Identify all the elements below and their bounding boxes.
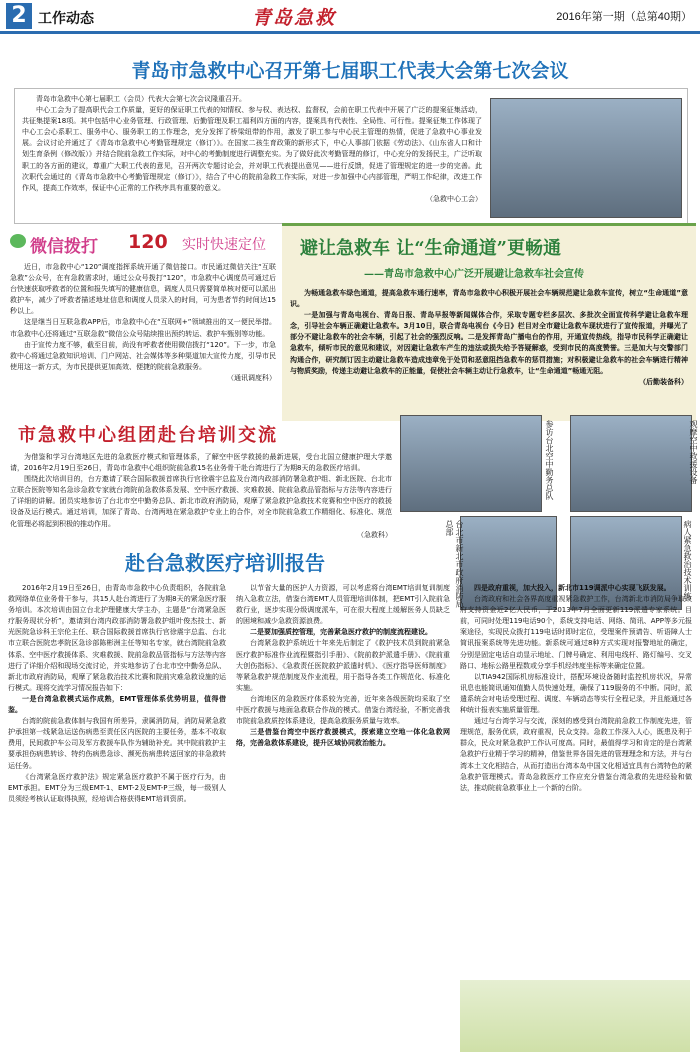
article5-col1 bbox=[8, 583, 226, 1053]
article4-p1: 为借鉴和学习台湾地区先进的急救医疗模式和管理体系，了解空中医学救援的最新进展，受台北国立健康护理大学邀请，2016年2月19日至26日，青岛市急救中心组织院前急救15名业务骨干赴台湾进行了为期8天的急救医疗培训。 bbox=[10, 453, 392, 473]
article3-p2: 一是加强与青岛电视台、青岛日报、青岛早报等新闻媒体合作，采取专题专栏多层次、多批次全面宣传科学避让急救车理念，引导社会车辆正确避让急救车。3月10日，联合青岛电视台《今日》栏目对全市避让急救车现状进行了宣传报道，并曝光了部分不避让急救车的社会车辆，引起了社会的强烈反响。二是发挥青岛广播电台的作用，开通宣传热线，指导市民科学正确避让急救车，倾听市民的意见和建议，对因避让急救车产生的违法或损失给予答疑解惑，受到市民的高度赞誉。三是加大与交警部门沟通合作，研究制订因主动避让急救车造成违章免于处罚和恶意阻挡急救车的惩罚措施；对积极避让急救车的社会车辆进行精神与物质奖励，传递主动避让急救车的正能量，促使社会车辆主动让行急救车，让“生命通道”畅通无阻。 bbox=[290, 311, 688, 375]
article2-p2: 这是继当日互联急救APP后，市急救中心在“互联网+”领域推出的又一便民举措。市急救中心还将通过“互联急救”微信公众号陆续推出预约转运、救护车甄别等功能。 bbox=[10, 318, 276, 338]
article4-body bbox=[10, 452, 392, 541]
article2-title-b: 120 bbox=[128, 231, 168, 253]
article3-credit: （后勤装备科） bbox=[639, 377, 688, 386]
article1-body bbox=[22, 94, 482, 205]
article1-credit: （急救中心工会） bbox=[426, 194, 482, 203]
article3-p1: 为畅通急救车绿色通道，提高急救车通行速率，青岛市急救中心积极开展社会车辆规范避让急救车宣传，树立“生命通道”意识。 bbox=[290, 289, 688, 309]
article2-body bbox=[10, 262, 276, 384]
article5-title: 赴台急救医疗培训报告 bbox=[125, 551, 325, 575]
article5-col3-p4: 通过与台湾学习与交流，深刻的感受到台湾院前急救工作制度先进，管理规范，服务优质，政府重视，民众支持。急救工作深入人心，既患及利于群众，民众对紧急救护工作认可度高。同时，最值得学习和肯定的是台湾紧急救护行业精于学习的精神，借鉴世界各国先进的管理理念和方法，并与台湾本土文化相结合，从而打造出台湾本岛中国文化相适宜具有台湾特色的紧急救护管理模式。青岛急救医疗工作应充分借鉴台湾急救的先进经验和做法，推动院前急救事业上一个新的台阶。 bbox=[460, 717, 692, 792]
decorative-trees-illustration bbox=[460, 980, 690, 1052]
caption-equipment: 观摩空中救援设备 bbox=[689, 420, 698, 484]
article2-p3: 由于宣传力度不够，截至目前，尚没有呼救者使用微信拨打“120”。下一步，市急救中心将通过急救知识培训、门户网站、社会媒体等多种渠道加大宣传力度，引导市民使用这一新方式，为市民提供更加高效、便捷的院前急救服务。 bbox=[10, 340, 276, 371]
article3-subtitle: ——青岛市急救中心广泛开展避让急救车社会宣传 bbox=[364, 269, 584, 280]
section-title: 工作动态 bbox=[38, 11, 94, 27]
page-number: 2 bbox=[6, 3, 32, 29]
article3-body bbox=[290, 288, 688, 388]
article1-lead: 青岛市急救中心第七届职工（会员）代表大会第七次会议隆重召开。 bbox=[36, 95, 246, 103]
article5-col1-p4: 《台湾紧急医疗救护法》规定紧急医疗救护不属于医疗行为，由EMT承担。EMT分为三级EMT-1、EMT-2及EMT-P三级，每一级别人员须经考核认证取得执照，经培训合格获得EMT培训资质。 bbox=[8, 772, 226, 803]
photo-equipment bbox=[570, 415, 692, 512]
article3-title: 避让急救车 让“生命通道”更畅通 bbox=[300, 238, 561, 259]
article5-col3-p2: 台湾政府和社会各界高度重视紧急救护工作，台湾新北市消防局争取政府支持资金近2亿人民币，于2013年7月全面更新119派遣专家系统。目前，可同时处理119电话90个，系统支持电话、网络、简讯、APP等多元报案途径，实现民众拨打119电话时即时定位，受理案件预请告、听语障人士简讯报案系统等先进功能。新系统可通过8种方式实现对报警地址的确定，分别是固定电话自动显示地址、门牌号确定、利用电线杆、路灯编号、交叉路口、地标公路里程数或分享手机经纬度坐标等来确定位置。 bbox=[460, 595, 692, 670]
article2-title-c: 实时快速定位 bbox=[182, 237, 266, 253]
article5-col2-p1: 以节省大量的医护人力资源，可以考虑将台湾EMT培训复训制度纳入急救立法，借鉴台湾EMT人员管理培训体制，把EMT引入院前急救行业，逐步实现分级调度派车，可在很大程度上缓解医务人员缺乏的困境和减少急救资源浪费。 bbox=[236, 584, 450, 626]
caption-training: 病人紧急救治技术训练 bbox=[683, 520, 692, 600]
article5-col2 bbox=[236, 583, 450, 1053]
article1-text: 中心工会为了提高职代会工作质量，更好的保证职工代表的知情权、参与权、表达权、监督权，会前在职工代表中开展了广泛的提案征集活动，共征集提案18项。其中包括中心业务管理、行政管理、后勤管理及职工福利四方面的内容，提案具有代表性、全局性、可行性。提案征集工作体现了中心工会心系职工、服务中心、服务职工的工作理念，充分发挥了桥梁纽带的作用，激发了职工参与中心民主管理的热情，促进了急救中心事业发展。会议讨论并通过了《青岛市急救中心考勤管理规定（修订）》。在国家二孩生育政策的新形式下，中心人事部门依据《劳动法》、《山东省人口和计划生育条例（修改版）》并结合院前急救工作实际，对中心的考勤制度进行调整充实。为了做好此次考勤管理的修订，中心充分的发扬民主，广泛听取职工的各方面的建议，尊重广大职工代表的意见，召开两次专题讨论会，并对职工代表提出意见——进行反馈，促进了管理规定的进一步的完善。此次职代会通过的《青岛市急救中心考勤管理规定（修订）》，结合了中心的院前急救工作实际，对进一步加强中心内部管理，严明工作纪律，改进工作作风，提高工作效率，保证中心正常的工作秩序具有重要的意义。 bbox=[22, 106, 482, 192]
article5-col1-p1: 2016年2月19日至26日，由青岛市急救中心负责组织，各院前急救网络单位业务骨干参与，共15人赴台湾进行了为期8天的紧急医疗服务培训。本次培训由国立台北护理健康大学主办，主题是“台湾紧急医疗服务现状分析”，邀请到台湾内政部消防署急救护组叶俊杰技士、新光医院急诊科王宗伦主任、联合国际救援首席执行官徐震宇总监、台北市立联合医院忠孝院区急诊部陈彬洲主任等知名专家，就台湾院前急救体系、空中医疗救援体系、灾难救援、院前急救品管指标与方法等内容进行了详细介绍和现场交流讨论，并实地参访了台北市空中勤务总队、新北市政府消防局，观摩了紧急救治技术比赛和院前灾难急救设施的运行模式。现将交流学习情况报告如下： bbox=[8, 584, 226, 692]
article4-title: 市急救中心组团赴台培训交流 bbox=[18, 425, 278, 446]
header-rule bbox=[0, 31, 700, 34]
article1-title: 青岛市急救中心召开第七届职工代表大会第七次会议 bbox=[131, 60, 569, 82]
article5-col3-p3: 以TIA942国际机房标准设计，搭配环境设备随时监控机房状况，异常讯息也能简讯通知值勤人员快速处理，确保了119服务的不中断。同时，派遣系统会对电话受理过程、调度、车辆动态等实行全程记录，并且能通过各种统计报表实施质量管理。 bbox=[460, 672, 692, 715]
article5-col1-p2: 一是台湾急救模式运作成熟，EMT管理体系优势明显，值得借鉴。 bbox=[8, 694, 226, 715]
article2-title-a: 微信拨打 bbox=[30, 237, 98, 257]
photo-air-service bbox=[400, 415, 542, 512]
article4-p2: 围绕此次培训目的，台方邀请了联合国际救援首席执行官徐震宇总监及台湾内政部消防署急救护组、新北医院、台北市立联合医院等知名急诊急救专家就台湾院前急救体系发展、空中医疗救援、灾难救援、院前急救品管指标与方法等内容进行了详细的讲解。团员实地参访了台北市空中勤务总队、新北市政府消防局，观摩了紧急救护急救技术竞赛和空中医疗的救援设备及运行模式。通过培训，加深了青岛、台湾两地在紧急救护专业上的合作，对全市院前急救工作精细化、标准化、规范化管理必将起到积极的推动作用。 bbox=[10, 475, 392, 528]
meeting-photo bbox=[490, 98, 682, 218]
article5-col3 bbox=[460, 583, 692, 978]
caption-air-service: 参访台北空中勤务总队 bbox=[545, 420, 554, 500]
wechat-icon bbox=[10, 234, 26, 248]
article4-credit: （急救科） bbox=[357, 530, 392, 539]
masthead-logo: 青岛急救 bbox=[252, 7, 337, 29]
article2-p1: 近日，市急救中心“120”调度指挥系统开通了微信接口。市民通过微信关注“互联急救”公众号，在有急救需求时，通过公众号拨打“120”，市急救中心调度员可通过后台快速获取呼救者的位置和报失填写的健康信息，调度人员只需要简单核对便可以派出救护车，减少了呼救者描述地址信息和调度人员录入的时间，可为患者节约时间达15秒以上。 bbox=[10, 263, 276, 316]
article5-col1-p3: 台湾的院前急救体制与我国有所差异，隶属消防局，消防局紧急救护承担第一线紧急运送伤病患至责任区内医院的主要任务，基本不收取费用，民间救护车公司及军方救援车队作为辅助补充。其中院前救护主要承担伤病患转诊、特约伤病患急诊、濒死伤病患转送回家的非急救转运任务。 bbox=[8, 717, 226, 770]
article5-col2-p3: 台湾紧急救护系统近十年来先后制定了《救护技术员到院前紧急医疗救护标准作业流程暨指引手册》、《院前救护派遣手册》、《院前重大创伤指标》、《急救责任医院救护派遣时机》、《医疗指导医师制度》等紧急救护规范制度及作业流程，用于指导各类工作规范化、标准化实施。 bbox=[236, 639, 450, 692]
caption-fire-dept: 台北市新北市政府消防局总部 bbox=[445, 520, 464, 608]
article5-col2-p4: 台湾地区的急救医疗体系较为完善，近年来各级医院均采取了空中医疗救援与地面急救联合作战的模式。借鉴台湾经验，不断完善我市院前急救质控体系建设，提高急救服务质量与效率。 bbox=[236, 694, 450, 726]
article5-col3-p1: 四是政府重视，加大投入，新北市119调派中心实现飞跃发展。 bbox=[474, 584, 671, 592]
article2-credit: （通讯调度科） bbox=[227, 373, 276, 382]
article5-col2-p2: 二是要加强质控管理，完善紧急医疗救护的制度流程建设。 bbox=[250, 628, 432, 637]
article5-col2-p5: 三是借鉴台湾空中医疗救援模式，探索建立空地一体化急救网络，完善急救体系建设，提升区域协同救治能力。 bbox=[236, 728, 450, 748]
issue-number: 2016年第一期（总第40期） bbox=[556, 11, 692, 23]
